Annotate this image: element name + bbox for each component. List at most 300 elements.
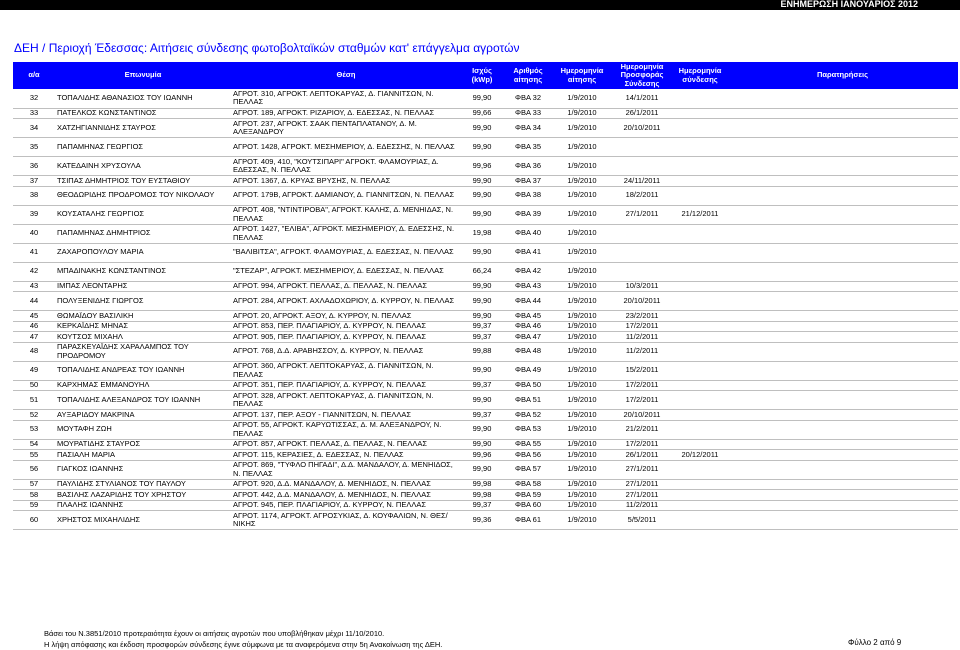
row-name: ΠΑΠΑΜΗΝΑΣ ΓΕΩΡΓΙΟΣ [57,141,144,151]
row-number: 38 [29,190,39,200]
table-row [13,332,958,343]
row-notes [727,108,958,119]
row-connection-date [673,420,727,439]
row-location: ΑΓΡΟΤ. 768, Δ.Δ. ΑΡΑΒΗΣΣΟΥ, Δ. ΚΥΡΡΟΥ, Ν. ΠΕΛΛΑΣ [233,346,424,356]
row-notes [727,243,958,262]
row-application-number: ΦΒΑ 40 [514,228,541,238]
row-application-date: 1/9/2010 [567,424,597,434]
column-header: Παρατηρήσεις [727,62,958,89]
row-number: 59 [29,500,39,509]
row-notes [727,157,958,176]
table-row [13,176,958,187]
row-power: 99,98 [472,479,492,488]
table-row [13,511,958,530]
row-name: ΧΡΗΣΤΟΣ ΜΙΧΑΗΛΙΔΗΣ [57,514,140,524]
column-header: Ημερομηνία Προσφοράς Σύνδεσης [611,62,673,89]
table-row [13,205,958,224]
row-application-number: ΦΒΑ 55 [514,439,541,448]
table-row [13,391,958,410]
row-application-date: 1/9/2010 [567,500,597,509]
row-number: 40 [29,228,39,238]
row-application-date: 1/9/2010 [567,209,597,219]
row-application-date: 1/9/2010 [567,449,597,459]
row-offer-date: 17/2/2011 [625,380,659,389]
row-power: 99,90 [472,175,492,185]
row-notes [727,511,958,530]
row-power: 99,37 [472,500,492,509]
row-location: ΑΓΡΟΤ. 994, ΑΓΡΟΚΤ. ΠΕΛΛΑΣ, Δ. ΠΕΛΛΑΣ, Ν. ΠΕΛΛΑΣ [233,281,427,290]
row-location: ΑΓΡΟΤ. 1174, ΑΓΡΟΚΤ. ΑΓΡΟΣΥΚΙΑΣ, Δ. ΚΟΥΦΑΛΙΩΝ, Ν. ΘΕΣ/ΝΙΚΗΣ [233,510,448,528]
row-notes [727,262,958,281]
row-location: ΑΓΡΟΤ. 55, ΑΓΡΟΚΤ. ΚΑΡΥΩΤΙΣΣΑΣ, Δ. Μ. ΑΛΕΞΑΝΔΡΟΥ, Ν. ΠΕΛΛΑΣ [233,420,442,438]
row-number: 33 [29,108,39,117]
table-row [13,243,958,262]
row-power: 99,90 [472,93,492,102]
footnote-1: Βάσει του Ν.3851/2010 προτεραιότητα έχουν οι αιτήσεις αγροτών που υποβλήθηκαν μέχρι 11/10/2010. [44,629,385,638]
row-location: ΑΓΡΟΤ. 179Β, ΑΓΡΟΚΤ. ΔΑΜΙΑΝΟΥ, Δ. ΓΙΑΝΝΙΤΣΩΝ, Ν. ΠΕΛΛΑΣ [233,190,455,200]
row-location: ΑΓΡΟΤ. 351, ΠΕΡ. ΠΛΑΓΙΑΡΙΟΥ, Δ. ΚΥΡΡΟΥ, Ν. ΠΕΛΛΑΣ [233,380,426,389]
row-power: 99,90 [472,394,492,404]
row-notes [727,500,958,511]
table-row [13,262,958,281]
row-power: 99,96 [472,449,492,459]
row-offer-date: 20/10/2011 [623,122,661,132]
row-notes [727,460,958,479]
row-number: 48 [29,346,39,356]
row-power: 99,98 [472,489,492,499]
row-power: 99,90 [472,310,492,320]
row-application-date: 1/9/2010 [567,247,597,257]
row-offer-date: 11/2/2011 [625,331,659,341]
row-number: 58 [29,489,39,499]
row-notes [727,332,958,343]
row-name: ΖΑΧΑΡΟΠΟΥΛΟΥ ΜΑΡΙΑ [57,247,144,257]
banner-text: ΕΝΗΜΕΡΩΣΗ ΙΑΝΟΥΑΡΙΟΣ 2012 [780,0,918,9]
row-offer-date: 27/1/2011 [625,209,659,219]
row-power: 99,96 [472,160,492,170]
row-application-date: 1/9/2010 [567,108,597,117]
row-power: 99,90 [472,439,492,448]
column-header: Θέση [231,62,461,89]
table-body [13,89,958,530]
row-connection-date: 21/12/2011 [681,209,719,219]
row-connection-date [673,479,727,490]
row-application-number: ΦΒΑ 53 [514,424,541,434]
row-offer-date: 14/1/2011 [625,93,659,102]
table-row [13,292,958,311]
table-row [13,410,958,421]
row-connection-date [673,511,727,530]
row-application-number: ΦΒΑ 37 [514,175,541,185]
row-application-number: ΦΒΑ 32 [514,93,541,102]
row-application-number: ΦΒΑ 33 [514,108,541,117]
row-notes [727,205,958,224]
applications-table [13,62,958,530]
row-notes [727,321,958,332]
row-notes [727,479,958,490]
row-name: ΚΑΤΕΔΑΙΝΗ ΧΡΥΣΟΥΛΑ [57,160,141,170]
row-location: ΑΓΡΟΤ. 857, ΑΓΡΟΚΤ. ΠΕΛΛΑΣ, Δ. ΠΕΛΛΑΣ, Ν. ΠΕΛΛΑΣ [233,439,427,448]
column-header: Αριθμός αίτησης [503,62,553,89]
row-application-number: ΦΒΑ 61 [514,514,541,524]
table-row [13,420,958,439]
row-notes [727,342,958,361]
row-connection-date [673,138,727,157]
row-connection-date [673,262,727,281]
row-application-date: 1/9/2010 [567,489,597,499]
row-number: 54 [29,439,39,448]
row-location: ΑΓΡΟΤ. 310, ΑΓΡΟΚΤ. ΛΕΠΤΟΚΑΡΥΑΣ, Δ. ΓΙΑΝΝΙΤΣΩΝ, Ν. ΠΕΛΛΑΣ [233,89,434,107]
row-application-number: ΦΒΑ 36 [514,160,541,170]
row-application-number: ΦΒΑ 46 [514,321,541,330]
table-row [13,311,958,322]
row-power: 99,90 [472,281,492,290]
row-connection-date [673,281,727,292]
row-application-date: 1/9/2010 [567,409,597,419]
row-application-date: 1/9/2010 [567,394,597,404]
row-offer-date [611,243,673,262]
row-connection-date [673,460,727,479]
row-offer-date: 17/2/2011 [625,439,659,448]
table-row [13,321,958,332]
row-offer-date: 20/10/2011 [623,295,661,305]
row-application-number: ΦΒΑ 59 [514,489,541,499]
row-location: ΑΓΡΟΤ. 115, ΚΕΡΑΣΙΕΣ, Δ. ΕΔΕΣΣΑΣ, Ν. ΠΕΛΛΑΣ [233,449,404,459]
row-number: 57 [29,479,39,488]
row-connection-date [673,380,727,391]
row-application-date: 1/9/2010 [567,122,597,132]
row-application-number: ΦΒΑ 34 [514,122,541,132]
row-number: 47 [29,331,39,341]
row-connection-date [673,342,727,361]
row-application-date: 1/9/2010 [567,365,597,375]
row-notes [727,224,958,243]
table-row [13,439,958,450]
row-power: 99,37 [472,409,492,419]
row-offer-date: 27/1/2011 [625,489,659,499]
row-name: ΚΟΥΣΑΤΑΛΗΣ ΓΕΩΡΓΙΟΣ [57,209,145,219]
row-name: ΤΟΠΑΛΙΔΗΣ ΑΘΑΝΑΣΙΟΣ ΤΟΥ ΙΩΑΝΝΗ [57,93,193,102]
row-application-date: 1/9/2010 [567,331,597,341]
table-row [13,342,958,361]
row-connection-date [673,439,727,450]
row-number: 36 [29,160,39,170]
row-application-number: ΦΒΑ 56 [514,449,541,459]
row-name: ΙΜΠΑΣ ΛΕΟΝΤΑΡΗΣ [57,281,128,290]
table-row [13,450,958,461]
row-notes [727,311,958,322]
row-connection-date [673,89,727,108]
row-offer-date: 5/5/2011 [627,514,657,524]
row-number: 56 [29,464,39,474]
row-offer-date: 17/2/2011 [625,394,659,404]
row-power: 99,90 [472,141,492,151]
row-notes [727,380,958,391]
page-number: Φύλλο 2 από 9 [848,638,902,647]
row-offer-date: 10/3/2011 [625,281,659,290]
row-location: ΑΓΡΟΤ. 920, Δ.Δ. ΜΑΝΔΑΛΟΥ, Δ. ΜΕΝΗΙΔΟΣ, Ν. ΠΕΛΛΑΣ [233,479,431,488]
column-header: Ημερομηνία αίτησης [553,62,611,89]
row-application-date: 1/9/2010 [567,346,597,356]
row-notes [727,281,958,292]
table-row [13,479,958,490]
row-location: "ΒΑΛΙΒΙΤΣΑ", ΑΓΡΟΚΤ. ΦΛΑΜΟΥΡΙΑΣ, Δ. ΕΔΕΣΣΑΣ, Ν. ΠΕΛΛΑΣ [233,247,454,257]
row-power: 99,90 [472,424,492,434]
row-application-number: ΦΒΑ 48 [514,346,541,356]
row-notes [727,450,958,461]
table-row [13,490,958,501]
table-row [13,380,958,391]
row-name: ΠΑΡΑΣΚΕΥΑΪΔΗΣ ΧΑΡΑΛΑΜΠΟΣ ΤΟΥ ΠΡΟΔΡΟΜΟΥ [57,342,189,360]
row-name: ΤΣΙΠΑΣ ΔΗΜΗΤΡΙΟΣ ΤΟΥ ΕΥΣΤΑΘΙΟΥ [57,175,191,185]
top-banner [0,0,960,10]
row-number: 55 [29,449,39,459]
row-connection-date [673,410,727,421]
row-number: 39 [29,209,39,219]
row-number: 43 [29,281,39,290]
table-row [13,89,958,108]
row-name: ΠΑΥΛΙΔΗΣ ΣΤΥΛΙΑΝΟΣ ΤΟΥ ΠΑΥΛΟΥ [57,479,186,488]
row-application-number: ΦΒΑ 35 [514,141,541,151]
row-offer-date: 20/10/2011 [623,409,661,419]
row-application-date: 1/9/2010 [567,141,597,151]
row-location: "ΣΤΕΖΑΡ", ΑΓΡΟΚΤ. ΜΕΣΗΜΕΡΙΟΥ, Δ. ΕΔΕΣΣΑΣ, Ν. ΠΕΛΛΑΣ [233,266,444,276]
row-offer-date: 26/1/2011 [625,108,659,117]
row-connection-date [673,490,727,501]
row-application-number: ΦΒΑ 39 [514,209,541,219]
row-power: 99,37 [472,380,492,389]
footnote-2: Η λήψη απόφασης και έκδοση προσφορών σύνδεσης έγινε σύμφωνα με τα αναφερόμενα στην 5η Ανακοίνωση της ΔΕΗ. [44,640,443,649]
row-application-number: ΦΒΑ 58 [514,479,541,488]
row-name: ΘΩΜΑΪΔΟΥ ΒΑΣΙΛΙΚΗ [57,310,134,320]
row-application-number: ΦΒΑ 49 [514,365,541,375]
row-number: 49 [29,365,39,375]
row-notes [727,410,958,421]
row-location: ΑΓΡΟΤ. 409, 410, "ΚΟΥΤΣΙΠΑΡΙ" ΑΓΡΟΚΤ. ΦΛΑΜΟΥΡΙΑΣ, Δ. ΕΔΕΣΣΑΣ, Ν. ΠΕΛΛΑΣ [233,156,439,174]
row-notes [727,439,958,450]
row-number: 46 [29,321,39,330]
row-name: ΧΑΤΖΗΓΙΑΝΝΙΔΗΣ ΣΤΑΥΡΟΣ [57,122,156,132]
column-header: Ισχύς (kWp) [461,62,503,89]
row-power: 99,36 [472,514,492,524]
row-connection-date [673,176,727,187]
row-power: 99,90 [472,209,492,219]
row-connection-date [673,186,727,205]
row-location: ΑΓΡΟΤ. 442, Δ.Δ. ΜΑΝΔΑΛΟΥ, Δ. ΜΕΝΗΙΔΟΣ, Ν. ΠΕΛΛΑΣ [233,489,431,499]
column-header: Ημερομηνία σύνδεσης [673,62,727,89]
row-application-number: ΦΒΑ 47 [514,331,541,341]
table-row [13,460,958,479]
row-name: ΠΑΠΑΜΗΝΑΣ ΔΗΜΗΤΡΙΟΣ [57,228,151,238]
row-name: ΤΟΠΑΛΙΔΗΣ ΑΛΕΞΑΝΔΡΟΣ ΤΟΥ ΙΩΑΝΝΗ [57,394,201,404]
row-connection-date [673,321,727,332]
row-application-number: ΦΒΑ 41 [514,247,541,257]
row-location: ΑΓΡΟΤ. 20, ΑΓΡΟΚΤ. ΑΞΟΥ, Δ. ΚΥΡΡΟΥ, Ν. ΠΕΛΛΑΣ [233,310,412,320]
row-notes [727,119,958,138]
row-number: 50 [29,380,39,389]
row-location: ΑΓΡΟΤ. 1427, "ΕΛΙΒΑ", ΑΓΡΟΚΤ. ΜΕΣΗΜΕΡΙΟΥ, Δ. ΕΔΕΣΣΗΣ, Ν. ΠΕΛΛΑΣ [233,224,455,242]
row-number: 32 [29,93,39,102]
row-connection-date [673,332,727,343]
row-notes [727,89,958,108]
row-offer-date: 18/2/2011 [625,190,659,200]
table-row [13,119,958,138]
table-header-row [13,62,958,89]
row-application-date: 1/9/2010 [567,160,597,170]
column-header: Επωνυμία [55,62,231,89]
row-power: 99,90 [472,365,492,375]
row-notes [727,138,958,157]
row-number: 37 [29,175,39,185]
row-application-number: ΦΒΑ 50 [514,380,541,389]
row-location: ΑΓΡΟΤ. 945, ΠΕΡ. ΠΛΑΓΙΑΡΙΟΥ, Δ. ΚΥΡΡΟΥ, Ν. ΠΕΛΛΑΣ [233,500,426,509]
row-number: 52 [29,409,39,419]
row-name: ΑΥΞΑΡΙΔΟΥ ΜΑΚΡΙΝΑ [57,409,135,419]
row-offer-date: 11/2/2011 [625,500,659,509]
row-name: ΚΑΡΧΗΜΑΣ ΕΜΜΑΝΟΥΗΛ [57,380,150,389]
row-notes [727,361,958,380]
row-application-date: 1/9/2010 [567,514,597,524]
row-name: ΘΕΟΔΩΡΙΔΗΣ ΠΡΟΔΡΟΜΟΣ ΤΟΥ ΝΙΚΟΛΑΟΥ [57,190,215,200]
row-application-date: 1/9/2010 [567,479,597,488]
row-connection-date [673,243,727,262]
row-notes [727,176,958,187]
row-connection-date [673,224,727,243]
table-row [13,500,958,511]
row-name: ΤΟΠΑΛΙΔΗΣ ΑΝΔΡΕΑΣ ΤΟΥ ΙΩΑΝΝΗ [57,365,185,375]
row-power: 99,90 [472,464,492,474]
row-number: 60 [29,514,39,524]
row-offer-date [611,157,673,176]
row-connection-date [673,119,727,138]
row-offer-date: 17/2/2011 [625,321,659,330]
row-application-date: 1/9/2010 [567,464,597,474]
row-notes [727,420,958,439]
row-notes [727,391,958,410]
row-connection-date [673,292,727,311]
row-connection-date [673,500,727,511]
row-power: 99,37 [472,331,492,341]
row-power: 99,88 [472,346,492,356]
row-location: ΑΓΡΟΤ. 189, ΑΓΡΟΚΤ. ΡΙΖΑΡΙΟΥ, Δ. ΕΔΕΣΣΑΣ, Ν. ΠΕΛΛΑΣ [233,108,435,117]
row-offer-date [611,262,673,281]
row-offer-date [611,224,673,243]
row-power: 99,66 [472,108,492,117]
row-name: ΠΑΣΙΑΛΗ ΜΑΡΙΑ [57,449,115,459]
row-power: 99,90 [472,295,492,305]
row-application-date: 1/9/2010 [567,380,597,389]
table-row [13,138,958,157]
row-application-date: 1/9/2010 [567,295,597,305]
table-row [13,108,958,119]
row-power: 99,37 [472,321,492,330]
row-application-number: ΦΒΑ 52 [514,409,541,419]
row-notes [727,490,958,501]
row-application-date: 1/9/2010 [567,321,597,330]
row-location: ΑΓΡΟΤ. 408, "ΝΤΙΝΤΙΡΟΒΑ", ΑΓΡΟΚΤ. ΚΑΛΗΣ, Δ. ΜΕΝΗΙΔΑΣ, Ν. ΠΕΛΛΑΣ [233,205,454,223]
row-application-date: 1/9/2010 [567,439,597,448]
row-location: ΑΓΡΟΤ. 905, ΠΕΡ. ΠΛΑΓΙΑΡΙΟΥ, Δ. ΚΥΡΡΟΥ, Ν. ΠΕΛΛΑΣ [233,331,426,341]
row-location: ΑΓΡΟΤ. 137, ΠΕΡ. ΑΞΟΥ - ΓΙΑΝΝΙΤΣΩΝ, Ν. ΠΕΛΛΑΣ [233,409,411,419]
row-power: 99,90 [472,190,492,200]
row-notes [727,186,958,205]
row-location: ΑΓΡΟΤ. 1428, ΑΓΡΟΚΤ. ΜΕΣΗΜΕΡΙΟΥ, Δ. ΕΔΕΣΣΗΣ, Ν. ΠΕΛΛΑΣ [233,141,455,151]
row-location: ΑΓΡΟΤ. 328, ΑΓΡΟΚΤ. ΛΕΠΤΟΚΑΡΥΑΣ, Δ. ΓΙΑΝΝΙΤΣΩΝ, Ν. ΠΕΛΛΑΣ [233,390,434,408]
row-number: 42 [29,266,39,276]
row-offer-date [611,138,673,157]
row-name: ΚΟΥΤΣΟΣ ΜΙΧΑΗΛ [57,331,123,341]
row-offer-date: 11/2/2011 [625,346,659,356]
row-offer-date: 26/1/2011 [625,449,659,459]
row-name: ΠΛΑΛΗΣ ΙΩΑΝΝΗΣ [57,500,124,509]
row-name: ΜΠΑΔΙΝΑΚΗΣ ΚΩΝΣΤΑΝΤΙΝΟΣ [57,266,166,276]
row-application-date: 1/9/2010 [567,281,597,290]
row-location: ΑΓΡΟΤ. 853, ΠΕΡ. ΠΛΑΓΙΑΡΙΟΥ, Δ. ΚΥΡΡΟΥ, Ν. ΠΕΛΛΑΣ [233,321,426,330]
row-location: ΑΓΡΟΤ. 237, ΑΓΡΟΚΤ. ΣΑΑΚ ΠΕΝΤΑΠΛΑΤΑΝΟΥ, Δ. Μ. ΑΛΕΞΑΝΔΡΟΥ [233,118,417,136]
row-location: ΑΓΡΟΤ. 284, ΑΓΡΟΚΤ. ΑΧΛΑΔΟΧΩΡΙΟΥ, Δ. ΚΥΡΡΟΥ, Ν. ΠΕΛΛΑΣ [233,295,455,305]
row-name: ΓΙΑΓΚΟΣ ΙΩΑΝΝΗΣ [57,464,124,474]
row-application-number: ΦΒΑ 60 [514,500,541,509]
row-power: 99,90 [472,122,492,132]
table-row [13,224,958,243]
row-offer-date: 23/2/2011 [625,310,659,320]
row-connection-date [673,361,727,380]
row-name: ΒΑΣΙΛΗΣ ΛΑΖΑΡΙΔΗΣ ΤΟΥ ΧΡΗΣΤΟΥ [57,489,187,499]
column-header: α/α [13,62,55,89]
row-offer-date: 21/2/2011 [625,424,659,434]
table-row [13,157,958,176]
row-application-date: 1/9/2010 [567,175,597,185]
row-power: 99,90 [472,247,492,257]
row-application-number: ΦΒΑ 43 [514,281,541,290]
row-name: ΠΟΛΥΞΕΝΙΔΗΣ ΓΙΩΡΓΟΣ [57,295,144,305]
table-row [13,186,958,205]
row-application-date: 1/9/2010 [567,310,597,320]
table-row [13,281,958,292]
row-notes [727,292,958,311]
row-connection-date [673,311,727,322]
row-application-date: 1/9/2010 [567,228,597,238]
row-application-number: ΦΒΑ 38 [514,190,541,200]
row-number: 51 [29,394,39,404]
row-number: 53 [29,424,39,434]
row-power: 66,24 [472,266,492,276]
row-number: 45 [29,310,39,320]
row-location: ΑΓΡΟΤ. 1367, Δ. ΚΡΥΑΣ ΒΡΥΣΗΣ, Ν. ΠΕΛΛΑΣ [233,175,391,185]
row-connection-date [673,108,727,119]
row-application-number: ΦΒΑ 42 [514,266,541,276]
row-application-number: ΦΒΑ 45 [514,310,541,320]
row-name: ΠΑΤΕΛΚΟΣ ΚΩΝΣΤΑΝΤΙΝΟΣ [57,108,157,117]
row-application-date: 1/9/2010 [567,93,597,102]
row-application-number: ΦΒΑ 44 [514,295,541,305]
row-location: ΑΓΡΟΤ. 869, "ΤΥΦΛΟ ΠΗΓΑΔΙ", Δ.Δ. ΜΑΝΔΑΛΟΥ, Δ. ΜΕΝΗΙΔΟΣ, Ν. ΠΕΛΛΑΣ [233,460,453,478]
row-offer-date: 15/2/2011 [625,365,659,375]
row-connection-date [673,391,727,410]
row-number: 34 [29,122,39,132]
row-number: 41 [29,247,39,257]
row-connection-date [673,157,727,176]
table-row [13,361,958,380]
row-name: ΜΟΥΤΑΦΗ ΖΩΗ [57,424,112,434]
row-number: 44 [29,295,39,305]
row-offer-date: 24/11/2011 [623,175,661,185]
row-application-date: 1/9/2010 [567,190,597,200]
page-title: ΔΕΗ / Περιοχή Έδεσσας: Αιτήσεις σύνδεσης φωτοβολταϊκών σταθμών κατ' επάγγελμα αγροτών [14,41,520,55]
row-name: ΜΟΥΡΑΤΙΔΗΣ ΣΤΑΥΡΟΣ [57,439,141,448]
row-offer-date: 27/1/2011 [625,479,659,488]
row-name: ΚΕΡΚΑΪΔΗΣ ΜΗΝΑΣ [57,321,128,330]
